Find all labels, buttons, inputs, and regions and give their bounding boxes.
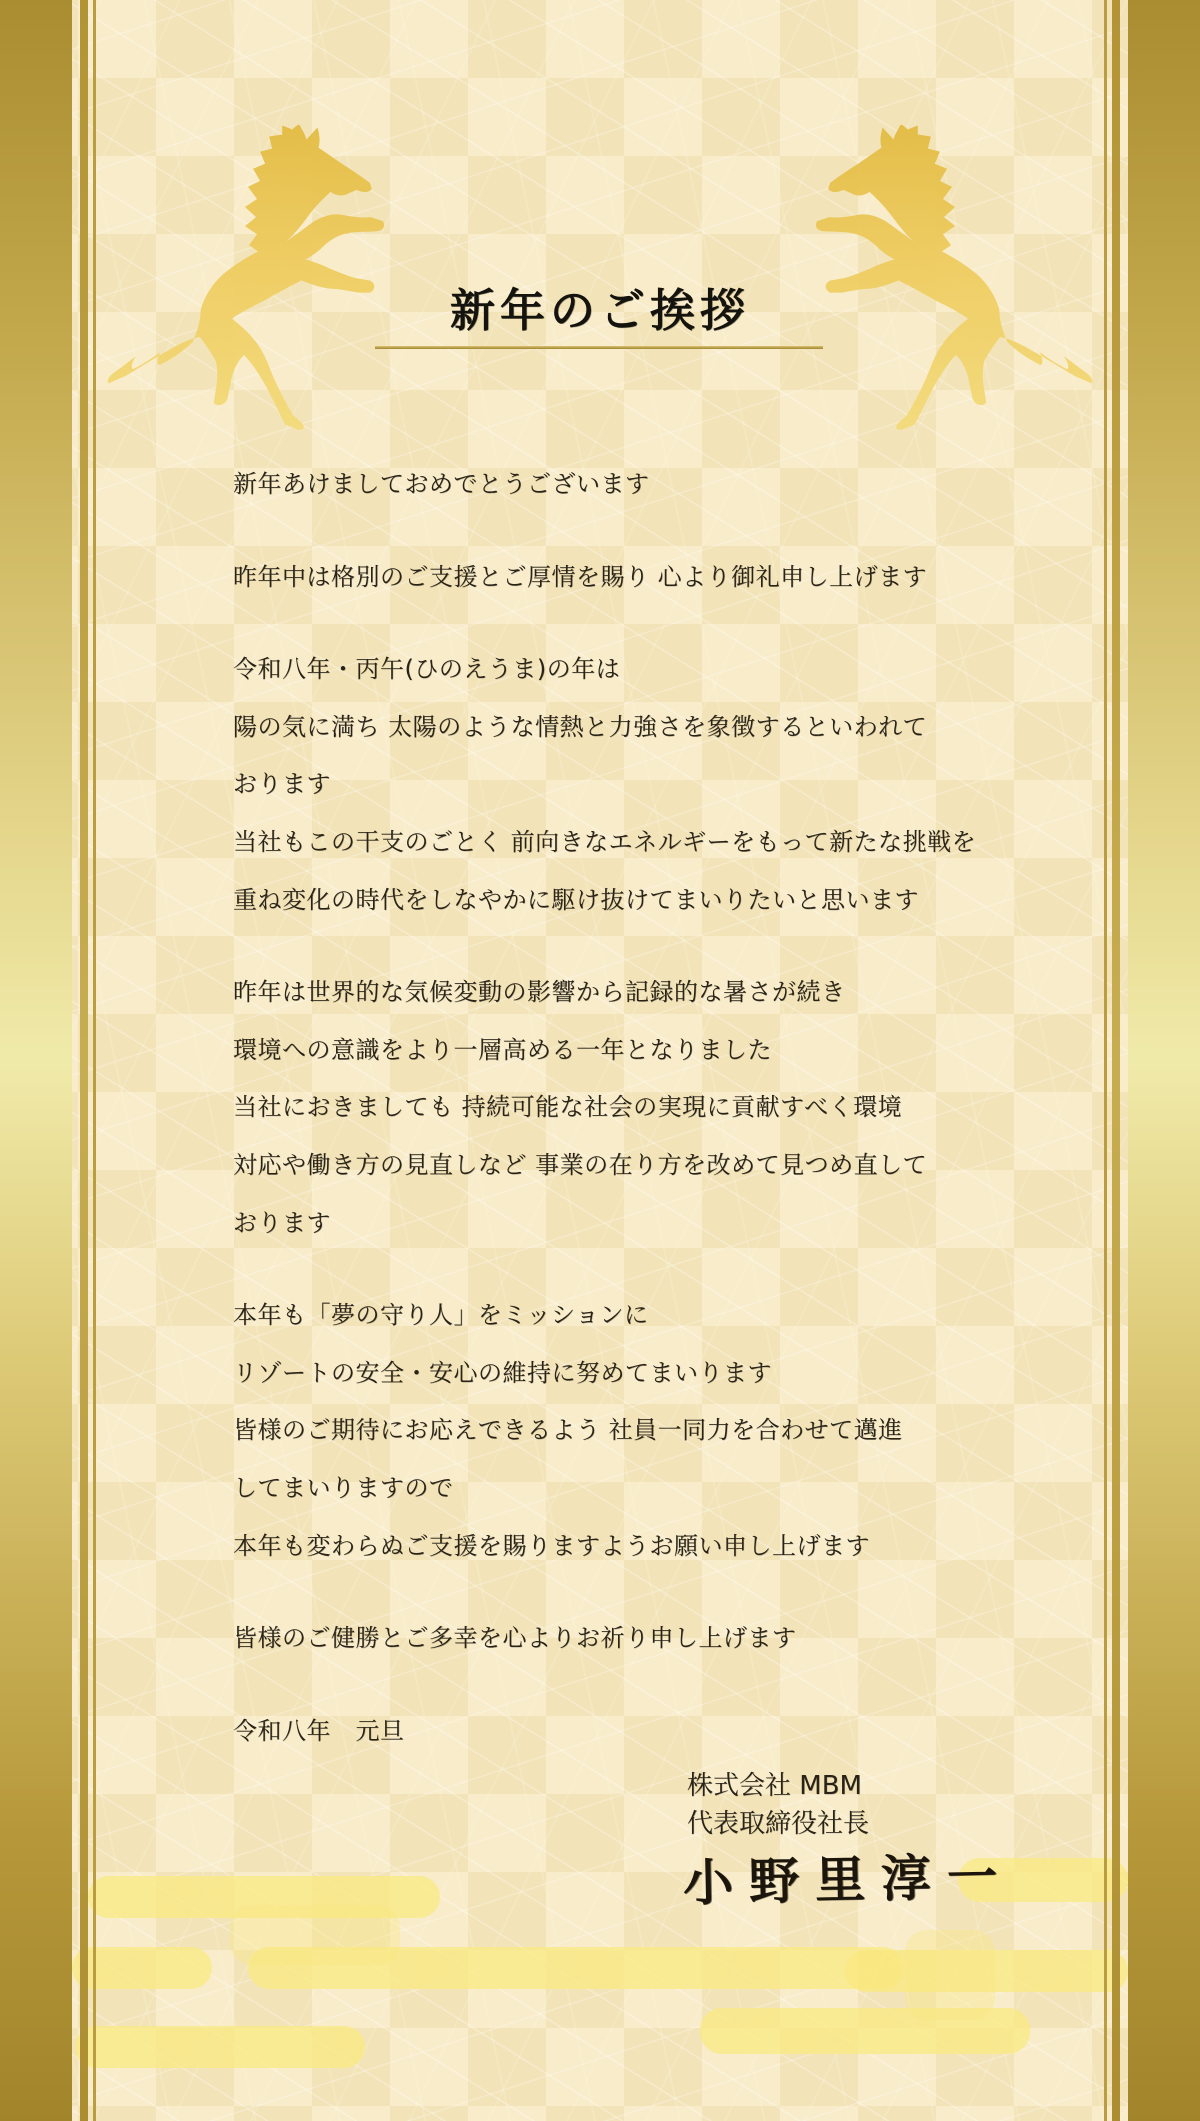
rearing-horse-silhouette-right-icon	[803, 122, 1095, 430]
paragraph	[233, 1703, 976, 1761]
representative-role: 代表取締役社長	[687, 1809, 870, 1839]
text-line: 皆様のご期待にお応えできるよう 社員一同力を合わせて邁進	[233, 1416, 903, 1445]
paragraph	[233, 964, 976, 1252]
page-title: 新年のご挨拶	[449, 284, 750, 337]
president-signature: 小野里淳一	[682, 1846, 1014, 1913]
text-line: 本年も「夢の守り人」をミッションに	[233, 1301, 649, 1330]
paragraph	[233, 456, 976, 514]
text-line: 重ね変化の時代をしなやかに駆け抜けてまいりたいと思います	[233, 885, 919, 914]
text-line: 令和八年・丙午(ひのえうま)の年は	[233, 655, 621, 684]
text-line: 陽の気に満ち 太陽のような情熱と力強さを象徴するといわれて	[233, 712, 928, 741]
paragraph	[233, 1287, 976, 1575]
text-line: 令和八年 元旦	[233, 1716, 405, 1745]
title-underline	[375, 346, 823, 349]
text-line: 環境への意識をより一層高める一年となりました	[233, 1035, 772, 1064]
text-line: 当社もこの干支のごとく 前向きなエネルギーをもって新たな挑戦を	[233, 827, 977, 856]
rearing-horse-silhouette-left-icon	[105, 122, 397, 430]
text-line: 新年あけましておめでとうございます	[233, 470, 650, 498]
text-line: リゾートの安全・安心の維持に努めてまいります	[233, 1358, 772, 1387]
paragraph	[233, 641, 976, 929]
cloud-shape	[230, 1905, 400, 1965]
text-line: 当社におきましても 持続可能な社会の実現に貢献すべく環境	[233, 1093, 903, 1122]
cloud-shape	[75, 2026, 365, 2068]
text-line: してまいりますので	[233, 1473, 454, 1502]
text-line: 皆様のご健勝とご多幸を心よりお祈り申し上げます	[233, 1624, 797, 1653]
text-line: おります	[233, 770, 331, 799]
text-line: 昨年中は格別のご支援とご厚情を賜り 心より御礼申し上げます	[233, 562, 928, 591]
text-line: おります	[233, 1208, 331, 1237]
company-name: 株式会社 MBM	[687, 1771, 862, 1801]
cloud-shape	[905, 1930, 995, 2020]
text-line: 対応や働き方の見直しなど 事業の在り方を改めて見つめ直して	[233, 1150, 928, 1179]
letter-body	[233, 456, 976, 1795]
signoff-block	[687, 1767, 869, 1843]
text-line: 昨年は世界的な気候変動の影響から記録的な暑さが続き	[233, 978, 846, 1007]
paragraph	[233, 549, 976, 607]
text-line: 本年も変わらぬご支援を賜りますようお願い申し上げます	[233, 1531, 870, 1560]
paragraph	[233, 1610, 976, 1668]
